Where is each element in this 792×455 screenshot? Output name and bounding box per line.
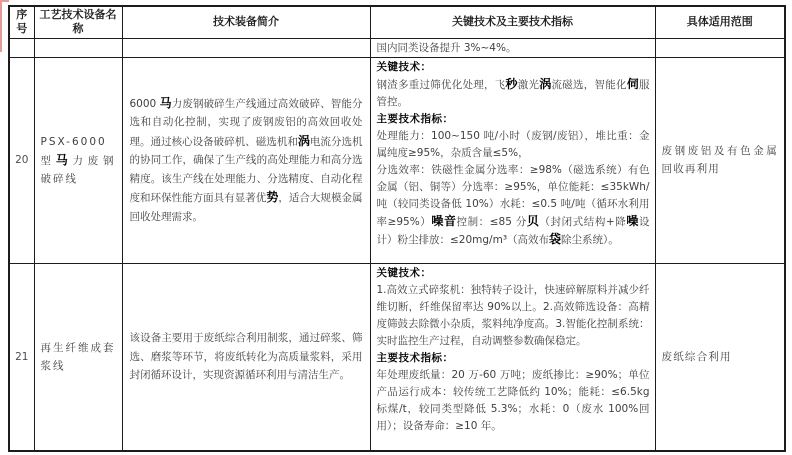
partial-scope-cell	[655, 38, 785, 57]
equipment-table	[8, 5, 786, 452]
row21-intro-cell: 该设备主要用于废纸综合利用制浆，通过碎浆、筛选、磨浆等环节，将废纸转化为高质量浆料，采用封闭循环设计，实现资源循环利用与清洁生产。	[122, 263, 370, 451]
partial-intro-cell	[122, 38, 370, 57]
margin-cursor-artifact-tick	[0, 0, 9, 2]
row20-intro-cell: 6000 马力废钢破碎生产线通过高效破碎、智能分选和自动化控制，实现了废钢废铝的高效回收处理。通过核心设备破碎机、磁选机和涡电流分选机的协同工作，确保了生产线的高处理能力和高分选精度。该生产线在处理能力、分选精度、自动化程度和环保性能方面具有显著优势，适合大规模金属回收处理需求。	[122, 57, 370, 263]
header-equipment-name: 工艺技术设备名称	[34, 6, 122, 38]
header-intro: 技术装备简介	[122, 6, 370, 38]
header-row	[9, 6, 785, 38]
row21-name-cell: 再生纤维成套浆线	[34, 263, 122, 451]
row21-scope-cell: 废纸综合利用	[655, 263, 785, 451]
row20-name-cell: PSX-6000 型马力废钢破碎线	[34, 57, 122, 263]
row20-tech-cell: 关键技术： 钢渣多重过筛优化处理，飞秒激光涡流磁选，智能化伺服管控。 主要技术指标： 处理能力：100~150 吨/小时（废钢/废铝），堆比重：金属纯度≥95%，杂质含量≤5%， 分选效率：铁磁性金属分选率：≥98%（磁选系统）有色金属（铝、铜等）分选率：≥95%，单位能耗：≤35kWh/吨（较同类设备低 10%）水耗：≤0.5 吨/吨（循环水利用率≥95%）噪音控制：≤85 分贝（封闭式结构+降噪设计）粉尘排放：≤20mg/m³（高效布袋除尘系统）。	[370, 57, 655, 263]
row20-scope-cell: 废钢废铝及有色金属回收再利用	[655, 57, 785, 263]
row20-serial-cell: 20	[9, 57, 34, 263]
header-scope: 具体适用范围	[655, 6, 785, 38]
partial-serial-cell	[9, 38, 34, 57]
table-row-21	[9, 263, 785, 451]
table-row-partial	[9, 38, 785, 57]
row21-serial-cell: 21	[9, 263, 34, 451]
row21-tech-cell: 关键技术： 1.高效立式碎浆机：独特转子设计，快速碎解原料并减少纤维切断，纤维保留率达 90%以上。2.高效筛选设备：高精度筛鼓去除微小杂质，浆料纯净度高。3.智能化控制系统：实时监控生产过程，自动调整参数确保稳定。 主要技术指标： 年处理废纸量：20 万-60 万吨；废纸掺比：≥90%；单位产品运行成本：较传统工艺降低约 10%；能耗：≤6.5kg 标煤/t，较同类型降低 5.3%；水耗：0（废水 100%回用）；设备寿命：≥10 年。	[370, 263, 655, 451]
table-row-20	[9, 57, 785, 263]
partial-tech-cell: 国内同类设备提升 3%~4%。	[370, 38, 655, 57]
margin-cursor-artifact	[0, 0, 2, 52]
header-serial: 序号	[9, 6, 34, 38]
partial-name-cell	[34, 38, 122, 57]
header-key-tech: 关键技术及主要技术指标	[370, 6, 655, 38]
